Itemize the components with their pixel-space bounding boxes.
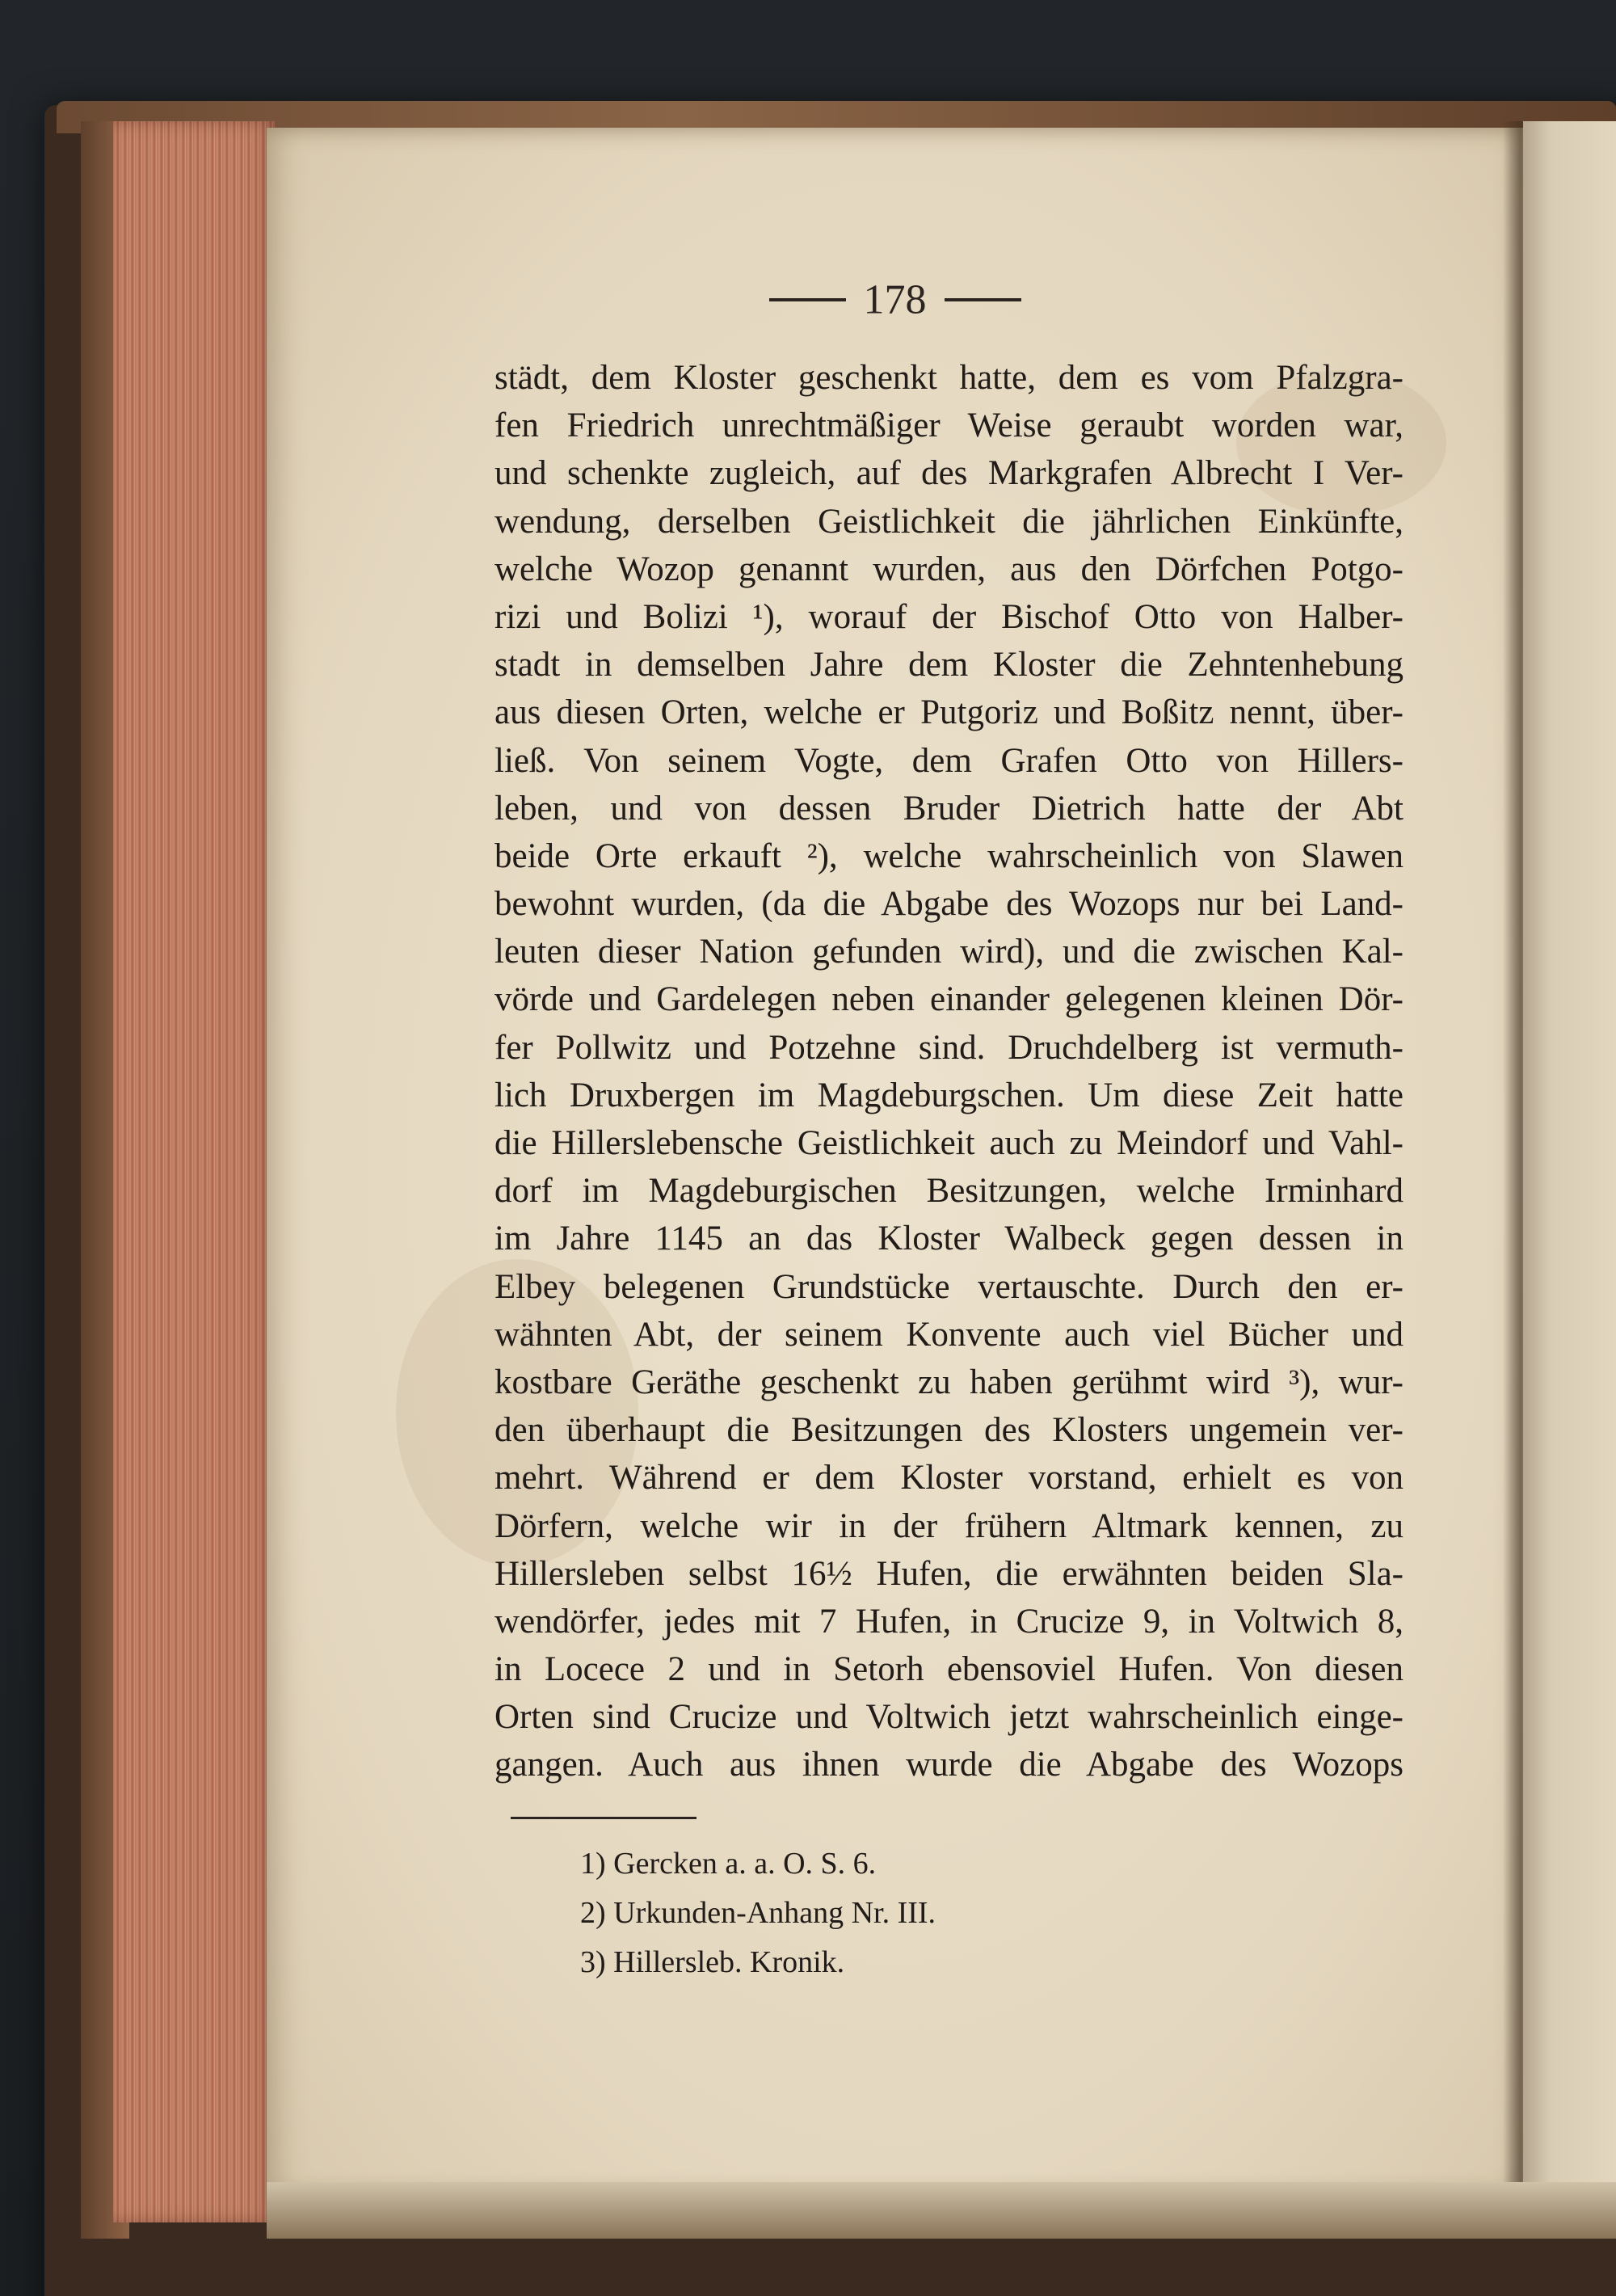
text-line: mehrt. Während er dem Kloster vorstand, erhielt es von [494, 1459, 1403, 1498]
text-line: fen Friedrich unrechtmäßiger Weise geraubt worden war, [494, 407, 1403, 445]
text-line: gangen. Auch aus ihnen wurde die Abgabe des Wozops [494, 1746, 1403, 1784]
text-line: Dörfern, welche wir in der frühern Altmark kennen, zu [494, 1506, 1403, 1545]
body-text [494, 354, 1403, 1789]
text-line: leben, und von dessen Bruder Dietrich hatte der Abt [494, 789, 1403, 828]
text-line: fer Pollwitz und Potzehne sind. Druchdelberg ist vermuth- [494, 1028, 1403, 1067]
text-line: Hillersleben selbst 16½ Hufen, die erwähnten beiden Sla- [494, 1554, 1403, 1593]
text-line: welche Wozop genannt wurden, aus den Dörfchen Potgo- [494, 550, 1403, 588]
text-line: städt, dem Kloster geschenkt hatte, dem es vom Pfalzgra- [494, 359, 1403, 397]
text-line: in Locece 2 und in Setorh ebensoviel Hufen. Von diesen [494, 1650, 1403, 1689]
text-line: wendörfer, jedes mit 7 Hufen, in Crucize 9, in Voltwich 8, [494, 1602, 1403, 1641]
text-line: die Hillerslebensche Geistlichkeit auch zu Meindorf und Vahl- [494, 1124, 1403, 1162]
text-line: und schenkte zugleich, auf des Markgrafen Albrecht I Ver- [494, 454, 1403, 493]
footnotes [580, 1839, 1307, 1987]
footnote: 1) Gercken a. a. O. S. 6. [580, 1847, 877, 1881]
fore-edge-page-block [113, 121, 275, 2222]
text-line: aus diesen Orten, welche er Putgoriz und Boßitz nennt, über- [494, 693, 1403, 732]
header-dash-left [769, 298, 846, 301]
text-line: beide Orte erkauft ²), welche wahrscheinlich von Slawen [494, 836, 1403, 875]
text-line: im Jahre 1145 an das Kloster Walbeck gegen dessen in [494, 1220, 1403, 1258]
text-line: lich Druxbergen im Magdeburgschen. Um diese Zeit hatte [494, 1076, 1403, 1114]
text-line: dorf im Magdeburgischen Besitzungen, welche Irminhard [494, 1172, 1403, 1211]
text-line: vörde und Gardelegen neben einander gelegenen kleinen Dör- [494, 980, 1403, 1019]
text-line: wendung, derselben Geistlichkeit die jährlichen Einkünfte, [494, 502, 1403, 541]
text-line: wähnten Abt, der seinem Konvente auch viel Bücher und [494, 1315, 1403, 1354]
page-number: 178 [863, 276, 927, 323]
text-line: bewohnt wurden, (da die Abgabe des Wozops nur bei Land- [494, 885, 1403, 924]
running-head [267, 275, 1523, 324]
text-line: leuten dieser Nation gefunden wird), und die zwischen Kal- [494, 933, 1403, 971]
text-line: stadt in demselben Jahre dem Kloster die Zehntenhebung [494, 646, 1403, 685]
text-line: kostbare Geräthe geschenkt zu haben gerühmt wird ³), wur- [494, 1363, 1403, 1401]
text-line: Elbey belegenen Grundstücke vertauschte. Durch den er- [494, 1267, 1403, 1306]
footnote-rule [511, 1817, 696, 1819]
footnote: 3) Hillersleb. Kronik. [580, 1945, 845, 1979]
facing-page [1523, 121, 1616, 2190]
text-line: rizi und Bolizi ¹), worauf der Bischof Otto von Halber- [494, 597, 1403, 636]
text-line: ließ. Von seinem Vogte, dem Grafen Otto von Hillers- [494, 741, 1403, 780]
page-bottom-edge [267, 2182, 1616, 2239]
header-dash-right [945, 298, 1021, 301]
text-line: Orten sind Crucize und Voltwich jetzt wahrscheinlich einge- [494, 1698, 1403, 1737]
footnote: 2) Urkunden-Anhang Nr. III. [580, 1896, 936, 1930]
text-line: den überhaupt die Besitzungen des Klosters ungemein ver- [494, 1411, 1403, 1450]
